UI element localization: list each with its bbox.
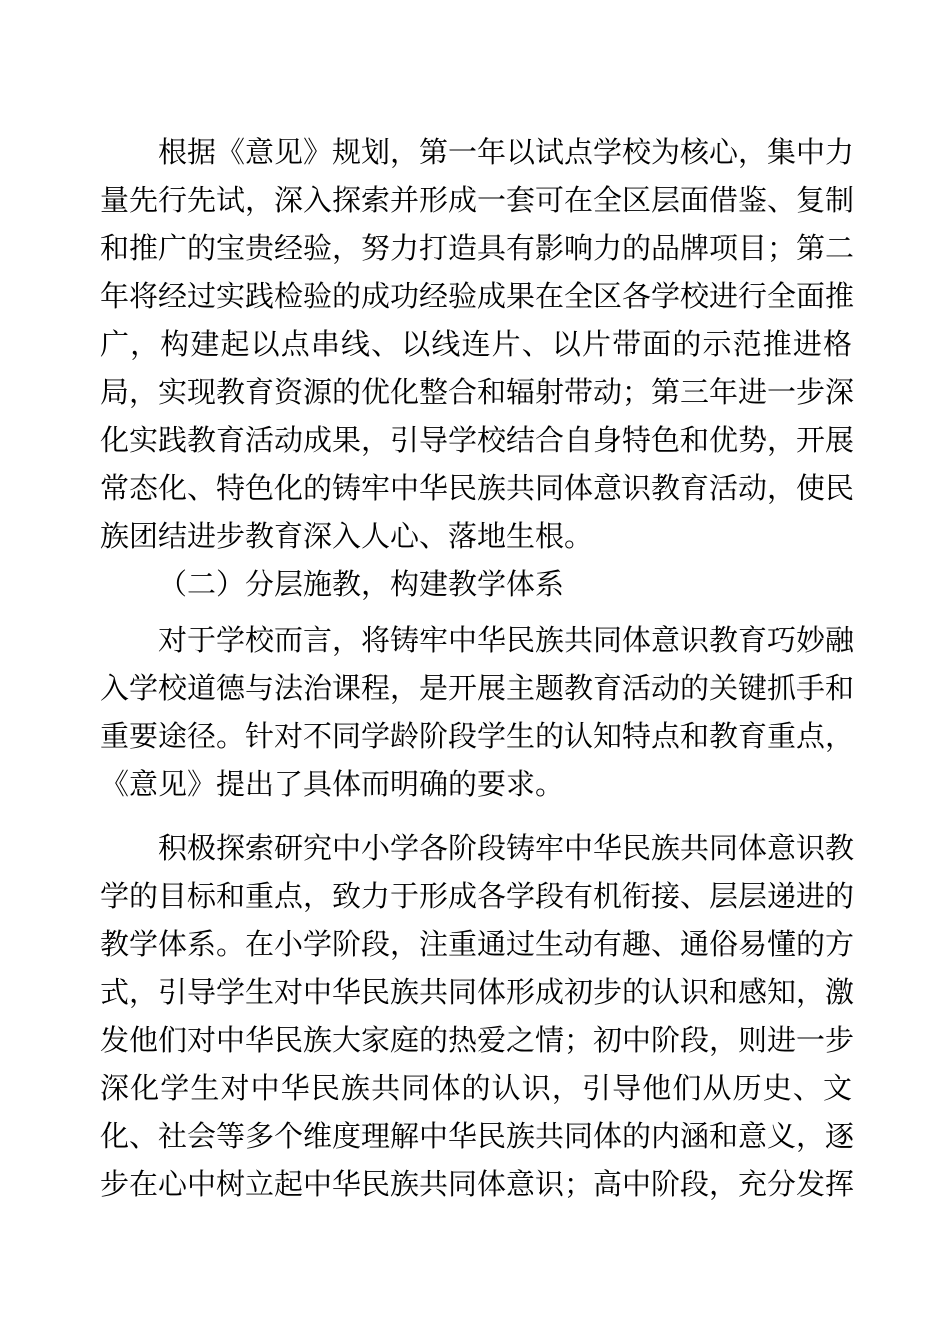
text-line: 化、社会等多个维度理解中华民族共同体的内涵和意义，逐 — [100, 1119, 855, 1153]
text-line: 常态化、特色化的铸牢中华民族共同体意识教育活动，使民 — [100, 471, 855, 505]
text-line: 量先行先试，深入探索并形成一套可在全区层面借鉴、复制 — [100, 183, 855, 217]
text-line: 《意见》提出了具体而明确的要求。 — [100, 767, 565, 801]
text-line: 广，构建起以点串线、以线连片、以片带面的示范推进格 — [100, 327, 852, 361]
text-line: 和推广的宝贵经验，努力打造具有影响力的品牌项目；第二 — [100, 231, 855, 265]
text-line: 发他们对中华民族大家庭的热爱之情；初中阶段，则进一步 — [100, 1023, 855, 1057]
text-line: 化实践教育活动成果，引导学校结合自身特色和优势，开展 — [100, 423, 855, 457]
text-line: 对于学校而言，将铸牢中华民族共同体意识教育巧妙融 — [158, 623, 855, 657]
text-line: 积极探索研究中小学各阶段铸牢中华民族共同体意识教 — [158, 831, 855, 865]
text-line: 局，实现教育资源的优化整合和辐射带动；第三年进一步深 — [100, 375, 855, 409]
text-line: 入学校道德与法治课程，是开展主题教育活动的关键抓手和 — [100, 671, 855, 705]
text-line: 步在心中树立起中华民族共同体意识；高中阶段，充分发挥 — [100, 1167, 855, 1201]
text-line: 根据《意见》规划，第一年以试点学校为核心，集中力 — [158, 135, 855, 169]
text-line: 族团结进步教育深入人心、落地生根。 — [100, 519, 594, 553]
text-line: 学的目标和重点，致力于形成各学段有机衔接、层层递进的 — [100, 879, 855, 913]
text-line: 重要途径。针对不同学龄阶段学生的认知特点和教育重点， — [100, 719, 855, 753]
text-line: 式，引导学生对中华民族共同体形成初步的认识和感知，激 — [100, 975, 855, 1009]
text-line: 深化学生对中华民族共同体的认识，引导他们从历史、文 — [100, 1071, 852, 1105]
text-line: 年将经过实践检验的成功经验成果在全区各学校进行全面推 — [100, 279, 855, 313]
section-heading-text: （二）分层施教，构建教学体系 — [158, 567, 565, 601]
text-line: 教学体系。在小学阶段，注重通过生动有趣、通俗易懂的方 — [100, 927, 855, 961]
